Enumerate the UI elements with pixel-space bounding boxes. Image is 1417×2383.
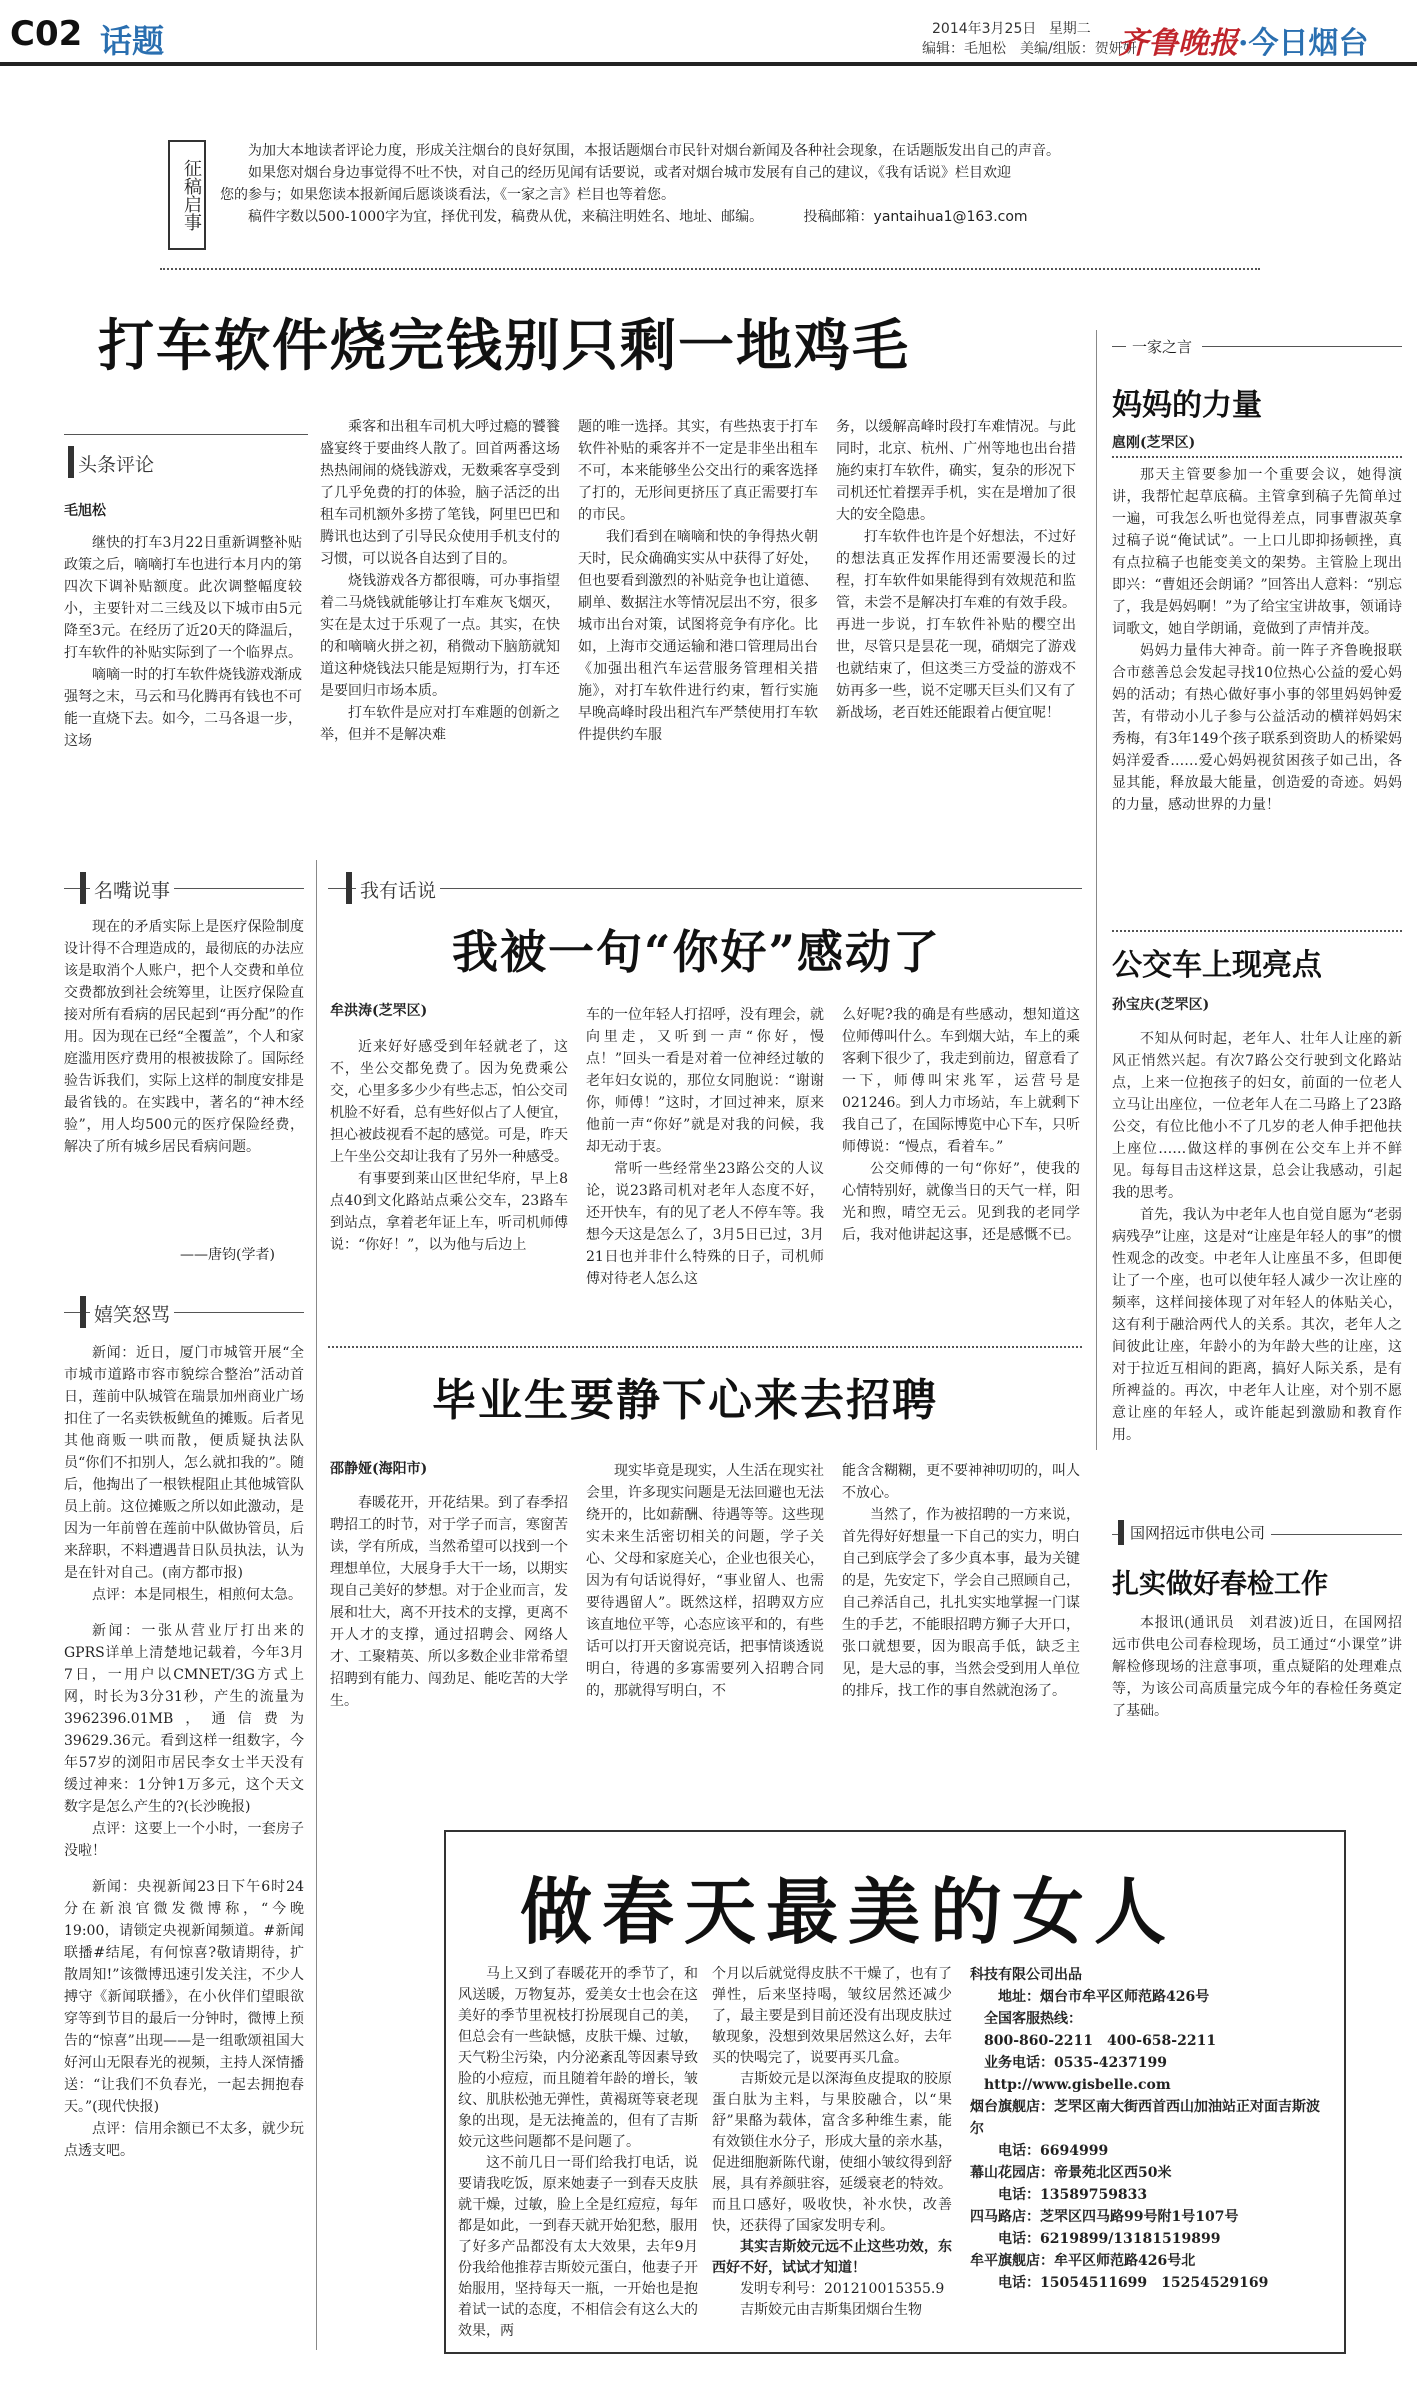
contact-line: 电话：15054511699 15254529169 (998, 2275, 1269, 2291)
grid-body (1112, 1612, 1402, 1752)
advert-para: 吉斯姣元是以深海鱼皮提取的胶原蛋白肽为主料，与果胶融合，以“果舒”果酪为载体，富含多种维生素，能有效锁住水分子，形成大量的亲水基，促进细胞新陈代谢，使细小皱纹得到舒展，具有养颜驻容，延缓衰老的特效。而且口感好，吸收快，补水快，改善快，还获得了国家发明专利。 (712, 2071, 952, 2234)
xixiao-news: 新闻：近日，厦门市城管开展“全市城市道路市容市貌综合整治”活动首日，莲前中队城管在瑞景加州商业广场扣住了一名卖铁板鱿鱼的摊贩。后者见其他商贩一哄而散，便质疑执法队员“你们不扣别人，怎么就扣我的”。随后，他掏出了一根铁棍阻止其他城管队员上前。这位摊贩之所以如此激动，是因为一年前曾在莲前中队做协管员，后来辞职，不料遭遇昔日队员执法，认为是在针对自己。(南方都市报) (64, 1345, 304, 1581)
xixiao-comment: 点评：本是同根生，相煎何太急。 (92, 1587, 302, 1603)
call-line-1: 为加大本地读者评论力度，形成关注烟台的良好氛围，本报话题烟台市民针对烟台新闻及各种社会现象，在话题版发出自己的声音。 (248, 143, 1060, 159)
mama-body (1112, 464, 1402, 926)
grid-para: 本报讯(通讯员 刘君波)近日，在国网招远市供电公司春检现场，员工通过“小课堂”讲解检修现场的注意事项，重点疑陷的处理难点等，为该公司高质量完成今年的春检任务奠定了基础。 (1112, 1615, 1402, 1719)
website-link[interactable]: http://www.gisbelle.com (984, 2077, 1171, 2093)
nihao-col-2 (586, 1004, 824, 1340)
tag-text: 我有话说 (360, 880, 437, 902)
main-para: 嘀嘀一时的打车软件烧钱游戏渐成强弩之末，马云和马化腾再有钱也不可能一直烧下去。如今，二马各退一步，这场 (64, 667, 302, 749)
nihao-author: 牟洪涛(芝罘区) (330, 1003, 428, 1019)
grad-para: 当然了，作为被招聘的一方来说，首先得好好想量一下自己的实力，明白自己到底学会了多少真本事，最为关键的是，先安定下，学会自己照顾自己，自己养活自己，扎扎实实地掌握一门谋生的手艺，不能眼招聘方狮子大开口，张口就想要，因为眼高手低，缺乏主见，是大忌的事，当然会受到用人单位的排斥，找工作的事自然就泡汤了。 (842, 1507, 1080, 1699)
advert-highlight: 其实吉斯姣元远不止这些功效，东西好不好，试试才知道！ (712, 2239, 952, 2276)
main-col-2 (320, 416, 560, 844)
grid-title: 扎实做好春检工作 (1112, 1569, 1328, 1600)
main-para: 题的唯一选择。其实，有些热衷于打车软件补贴的乘客并不一定是非坐出租车不可，本来能够坐公交出行的乘客选择了打的，无形间更挤压了真正需要打车的市民。 (578, 419, 818, 523)
main-para: 务，以缓解高峰时段打车难情况。与此同时，北京、杭州、广州等地也出台措施约束打车软件，确实，复杂的形况下司机还忙着摆弄手机，实在是增加了很大的安全隐患。 (836, 419, 1076, 523)
xixiao-body (64, 1342, 304, 2352)
nihao-rule (328, 888, 1082, 889)
nihao-para: 车的一位年轻人打招呼，没有理会，就向里走，又听到一声“你好，慢点！”回头一看是对着一位神经过敏的老年妇女说的，那位女同胞说：“谢谢你，师傅！”这时，才回过神来，原来他前一声“你好”就是对我的问候，我却无动于衷。 (586, 1007, 824, 1155)
grad-title: 毕业生要静下心来去招聘 (432, 1375, 938, 1426)
contact-line: 科技有限公司出品 (970, 1967, 1082, 1983)
main-author: 毛旭松 (64, 503, 106, 519)
nihao-para: 常听一些经常坐23路公交的人议论，说23路司机对老年人态度不好，还开快车，有的见了老人不停车等。我想今天这是怎么了，3月5日已过，3月21日也并非什么特殊的日子，司机师傅对待老人怎么这 (586, 1161, 824, 1287)
xixiao-news: 新闻：央视新闻23日下午6时24分在新浪官微发微博称，“今晚19:00，请锁定央视新闻频道。#新闻联播#结尾，有何惊喜?敬请期待，扩散周知!”该微博迅速引发关注，不少人搏守《新闻联播》，在小伙伴们望眼欲穿等到节目的最后一分钟时，微博上预告的“惊喜”出现——是一组歌颂祖国大好河山无限春光的视频，主持人深情播送：“让我们不负春光，一起去拥抱春天。”(现代快报) (64, 1879, 304, 2115)
left-column-divider (316, 860, 317, 2350)
call-line-4 (220, 206, 1240, 228)
call-tag-text: 征稿启事 (181, 159, 202, 231)
xixiao-news: 新闻：一张从营业厅打出来的GPRS详单上清楚地记载着，今年3月7日，一用户以CMNET/3G方式上网，时长为3分31秒，产生的流量为3962396.01MB，通信费为39629.36元。看到这样一组数字，今年57岁的浏阳市居民李女士半天没有缓过神来：1分钟1万多元，这个天文数字是怎么产生的?(长沙晚报) (64, 1623, 304, 1815)
tag-xixiao (90, 1300, 174, 1327)
call-tag (168, 140, 206, 250)
tag-text: 一家之言 (1132, 338, 1193, 356)
brand-sub: ·今日烟台 (1238, 26, 1369, 61)
nihao-para: 有事要到莱山区世纪华府，早上8点40到文化路站点乘公交车，23路车到站点，拿着老年证上车，听司机师傅说：“你好！”，以为他与后边上 (330, 1171, 568, 1253)
main-para: 打车软件也许是个好想法，不过好的想法真正发挥作用还需要漫长的过程，打车软件如果能得到有效规范和监管，未尝不是解决打车难的有效手段。再进一步说，打车软件补贴的樱空出世，尽管只是昙花一现，硝烟完了游戏也就结束了，但这类三方受益的游戏不妨再多一些，说不定哪天巨头们又有了新战场，老百姓还能跟着占便宜呢！ (836, 529, 1076, 721)
grad-col-1 (330, 1492, 568, 1788)
advert-title: 做春天最美的女人 (520, 1869, 1177, 1954)
call-line-2: 如果您对烟台身边事觉得不吐不快，对自己的经历见闻有话要说，或者对烟台城市发展有自己的建议，《我有话说》栏目欢迎 (248, 165, 1011, 181)
grad-para: 现实毕竟是现实，人生活在现实社会里，许多现实问题是无法回避也无法绕开的，比如薪酬、待遇等等。这些现实未来生活密切相关的问题，学子关心、父母和家庭关心，企业也很关心，因为有句话说得好，“事业留人、也需要待遇留人”。既然这样，招聘双方应该直地位平等，心态应该平和的，有些话可以打开天窗说亮话，把事情谈透说明白，待遇的多寡需要列入招聘合同的，那就得写明白，不 (586, 1463, 824, 1699)
grad-col-3 (842, 1460, 1080, 1790)
advert-maker: 吉斯姣元由吉斯集团烟台生物 (740, 2302, 922, 2318)
contact-line: 电话：6694999 (998, 2143, 1109, 2159)
email-label: 投稿邮箱： (803, 209, 874, 225)
tag-bar (346, 872, 352, 904)
contact-line: 业务电话：0535-4237199 (984, 2055, 1167, 2071)
main-article-title: 打车软件烧完钱别只剩一地鸡毛 (98, 313, 910, 379)
grid-tag-box (1118, 1520, 1271, 1545)
tag-text: 嬉笑怒骂 (94, 1304, 171, 1326)
advert-para: 马上又到了春暖花开的季节了，和风送暖，万物复苏，爱美女士也会在这美好的季节里祝枝打扮展现自己的美，但总会有一些缺憾，皮肤干燥、过敏，天气粉尘污染，内分泌紊乱等因素导致脸的小痘痘，而且随着年龄的增长，皱纹、肌肤松弛无弹性，黄褐斑等衰老现象的出现，是无法掩盖的，但有了吉斯姣元这些问题都不是问题了。 (458, 1966, 698, 2150)
page-number: C02 (10, 14, 83, 54)
main-para: 继快的打车3月22日重新调整补贴政策之后，嘀嘀打车也进行本月内的第四次下调补贴额度。此次调整幅度较小，主要针对二三线及以下城市由5元降至3元。在经历了近20天的降温后，打车软件的补贴实际到了一个临界点。 (64, 535, 302, 661)
main-para: 乘客和出租车司机大呼过瘾的饕餮盛宴终于要曲终人散了。回首两番这场热热闹闹的烧钱游戏，无数乘客享受到了几乎免费的打的体验，脑子活泛的出租车司机额外多捞了笔钱，阿里巴巴和腾讯也达到了引导民众使用手机支付的习惯，可以说各自达到了目的。 (320, 419, 560, 567)
contact-line: 地址：烟台市牟平区师范路426号 (998, 1989, 1210, 2005)
tag-bar (80, 872, 86, 904)
call-line-4-text: 稿件字数以500-1000字为宜，择优刊发，稿费从优，来稿注明姓名、地址、邮编。 (248, 209, 764, 225)
contact-line: 电话：6219899/13181519899 (998, 2231, 1221, 2247)
date: 2014年3月25日 (932, 21, 1037, 37)
right-column-divider (1096, 330, 1097, 1450)
grad-para: 能含含糊糊，更不要神神叨叨的，叫人不放心。 (842, 1463, 1080, 1501)
advert-para: 个月以后就觉得皮肤不干燥了，也有了弹性，后来坚持喝，皱纹居然还减少了，最主要是到目前还没有出现皮肤过敏现象，没想到效果居然这么好，去年买的快喝完了，说要再买几盒。 (712, 1966, 952, 2066)
mingzui-source: ——唐钧(学者) (180, 1247, 275, 1263)
call-text (220, 140, 1240, 228)
mama-para: 妈妈力量伟大神奇。前一阵子齐鲁晚报联合市慈善总会发起寻找10位热心公益的爱心妈妈的活动；有热心做好事小事的邻里妈妈钟爱苦，有带动小儿子参与公益活动的横祥妈妈宋秀梅，有3年149个孩子联系到资助人的桥梁妈妈洋爱香……爱心妈妈视贫困孩子如己出，各显其能，释放最大能量，创造爱的奇迹。妈妈的力量，感动世界的力量！ (1112, 643, 1402, 813)
advert-col-2 (712, 1964, 952, 2340)
issue-date (932, 18, 1091, 38)
grad-para: 春暖花开，开花结果。到了春季招聘招工的时节，对于学子而言，寒窗苦读，学有所成，当然希望可以找到一个理想单位，大展身手大干一场，以期实现自己美好的梦想。对于企业而言，发展和壮大，离不开技术的支撑，更离不开人才的支撑，通过招聘会、网络人才、工聚精英、所以多数企业非常希望招聘到有能力、闯劲足、能吃苦的大学生。 (330, 1495, 568, 1709)
xixiao-comment: 点评：这要上一个小时，一套房子没啦！ (64, 1821, 304, 1859)
call-line-3: 您的参与；如果您读本报新闻后愿谈谈看法，《一家之言》栏目也等着您。 (220, 187, 675, 203)
advert-box (444, 1830, 1346, 2354)
grad-author: 邵静娅(海阳市) (330, 1461, 428, 1477)
advert-contact (970, 1964, 1330, 2340)
contact-line: 800-860-2211 400-658-2211 (984, 2033, 1217, 2049)
bus-author: 孙宝庆(芝罘区) (1112, 997, 1210, 1013)
tag-bar (80, 1296, 86, 1328)
brand-logo (1118, 18, 1368, 62)
page-header (0, 0, 1417, 60)
main-para: 我们看到在嘀嘀和快的争得热火朝天时，民众确确实实从中获得了好处，但也要看到激烈的补贴竞争也让道德、刷单、数据注水等情况层出不穷，很多城市出台对策，试图将竞争有序化。比如，上海市交通运输和港口管理局出台《加强出租汽车运营服务管理相关措施》，对打车软件进行约束，暂行实施早晚高峰时段出租汽车严禁使用打车软件提供约车服 (578, 529, 818, 743)
column-tag-toutiao (78, 450, 154, 477)
mama-author: 扈刚(芝罘区) (1112, 435, 1196, 451)
tag-wohua (356, 876, 440, 903)
mama-title: 妈妈的力量 (1112, 388, 1262, 423)
advert-para: 这不前几日一哥们给我打电话，说要请我吃饭，原来她妻子一到春天皮肤就干燥，过敏，脸上全是红痘痘，每年都是如此，一到春天就开始犯愁，服用了好多产品都没有太大效果，去年9月份我给他推荐吉斯姣元蛋白，他妻子开始服用，坚持每天一瓶，一开始也是抱着试一试的态度，不相信会有这么大的效果，两 (458, 2155, 698, 2339)
editors: 编辑：毛旭松 美编/组版：贺妍妍 (922, 41, 1137, 57)
mingzui-body (64, 916, 304, 1232)
xixiao-comment: 点评：信用余额已不太多，就少玩点透支吧。 (64, 2121, 304, 2159)
mama-para: 那天主管要参加一个重要会议，她得演讲，我帮忙起草底稿。主管拿到稿子先简单过一遍，可我怎么听也觉得差点，同事曹淑英拿过稿子说“俺试试”。一上口儿即抑扬顿挫，真有点拉稿子也能变美文的架势。主管脸上现出即兴：“曹姐还会朗诵？”回答出人意料：“别忘了，我是妈妈啊！”为了给宝宝讲故事，领诵诗词歌文，她自学朗诵，竟做到了声情并茂。 (1112, 467, 1402, 637)
advert-col-1 (458, 1964, 698, 2340)
grad-col-2 (586, 1460, 824, 1790)
weekday: 星期二 (1048, 21, 1091, 37)
nihao-para: 么好呢?我的确是有些感动，想知道这位师傅叫什么。车到烟大站，车上的乘客剩下很少了，我走到前边，留意看了一下，师傅叫宋兆军，运营号是021246。到人力市场站，车上就剩下我自己了，在国际博览中心下车，只听师傅说：“慢点，看着车。” (842, 1007, 1080, 1155)
contact-line: 幕山花园店：帝景苑北区西50米 (970, 2165, 1172, 2181)
bus-para: 首先，我认为中老年人也自觉自愿为“老弱病残孕”让座，这是对“让座是年轻人的事”的惯性观念的改变。中老年人让座虽不多，但即便让了一个座，也可以使年轻人减少一次让座的频率，这样间接体现了对年轻人的体贴关心，这有利于融洽两代人的关系。其次，老年人之间彼此让座，年龄小的为年龄大些的让座，这对于拉近互相间的距离，搞好人际关系，是有所裨益的。再次，中老年人让座，对个别不愿意让座的年轻人，或许能起到激励和教育作用。 (1112, 1207, 1402, 1443)
main-col-1 (64, 532, 302, 842)
bus-body (1112, 1028, 1402, 1518)
nihao-col-3 (842, 1004, 1080, 1340)
header-rule (0, 62, 1417, 66)
tag-text: 名嘴说事 (94, 880, 171, 902)
contact-line: 全国客服热线： (984, 2011, 1082, 2027)
nihao-para: 公交师傅的一句“你好”，使我的心情特别好，就像当日的天气一样，阳光和煦，晴空无云。见到我的老同学后，我对他讲起这事，还是感慨不已。 (842, 1161, 1080, 1243)
tag-rule (64, 434, 308, 435)
tag-bar (68, 446, 74, 478)
column-tag-text: 头条评论 (78, 454, 155, 476)
nihao-col-1 (330, 1036, 568, 1340)
grid-tag-text: 国网招远市供电公司 (1130, 1524, 1266, 1542)
grad-dotted (328, 1346, 1082, 1348)
contact-line: 烟台旗舰店：芝罘区南大街西首西山加油站正对面吉斯波尔 (970, 2099, 1320, 2137)
mingzui-para: 现在的矛盾实际上是医疗保险制度设计得不合理造成的，最彻底的办法应该是取消个人账户，把个人交费和单位交费都放到社会统筹里，让医疗保险直接对所有看病的居民起到“再分配”的作用。因为现在已经“全覆盖”，个人和家庭滥用医疗费用的根被拔除了。国际经验告诉我们，实际上这样的制度安排是最省钱的。在实践中，著名的“神木经验”，用人均500元的医疗保险经费，解决了所有城乡居民看病问题。 (64, 919, 304, 1155)
contact-line: 牟平旗舰店：牟平区师范路426号北 (970, 2253, 1196, 2269)
contact-line: 四马路店：芝罘区四马路99号附1号107号 (970, 2209, 1239, 2225)
bus-dotted-top (1112, 930, 1402, 932)
advert-patent: 发明专利号：201210015355.9 (740, 2281, 945, 2297)
brand-name: 齐鲁晚报 (1118, 26, 1238, 61)
email-address[interactable]: yantaihua1@163.com (873, 209, 1028, 225)
call-for-papers-box (168, 140, 1243, 250)
tag-mingzui (90, 876, 174, 903)
page-topic: 话题 (100, 22, 165, 60)
nihao-para: 近来好好感受到年轻就老了，这不，坐公交都免费了。因为免费乘公交，心里多多少少有些忐忑，怕公交司机脸不好看，总有些好似占了人便宜，担心被歧视看不起的感觉。可是，昨天上午坐公交却让我有了另外一种感受。 (330, 1039, 568, 1165)
bus-title: 公交车上现亮点 (1112, 948, 1322, 983)
bus-para: 不知从何时起，老年人、壮年人让座的新风正悄然兴起。有次7路公交行驶到文化路站点，上来一位抱孩子的妇女，前面的一位老人立马让出座位，一位老年人在二马路上了23路公交，有位比他小不了几岁的老人伸手把他扶上座位……做这样的事例在公交车上并不鲜见。每每目击这样这景，总会让我感动，引起我的思考。 (1112, 1031, 1402, 1201)
tag-dash (1112, 346, 1126, 347)
tag-line (1202, 346, 1402, 347)
divider-dotted-1 (160, 268, 1260, 270)
mama-dotted (1112, 456, 1402, 458)
main-para: 烧钱游戏各方都很嗨，可办事指望着二马烧钱就能够让打车难灰飞烟灭，实在是太过于乐观了一点。其实，在快的和嘀嘀火拼之初，稍微动下脑筋就知道这种烧钱法只能是短期行为，打车还是要回归市场本质。 (320, 573, 560, 699)
nihao-title: 我被一句“你好”感动了 (452, 925, 941, 979)
main-col-3 (578, 416, 818, 844)
main-col-4 (836, 416, 1076, 844)
main-para: 打车软件是应对打车难题的创新之举，但并不是解决难 (320, 705, 560, 743)
contact-line: 电话：13589759833 (998, 2187, 1148, 2203)
